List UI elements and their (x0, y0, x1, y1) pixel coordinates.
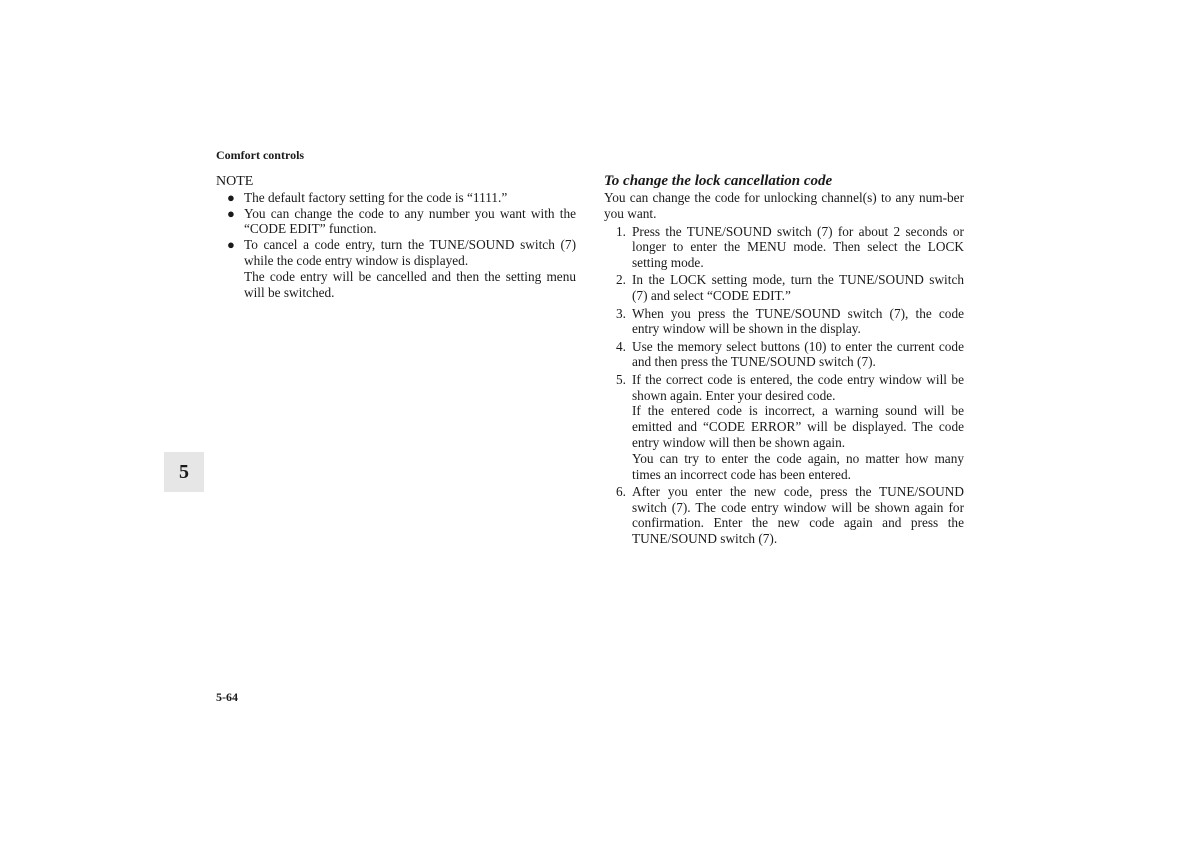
procedure-step (604, 272, 964, 304)
bullet-icon: ● (227, 205, 235, 221)
step-text: Press the TUNE/SOUND switch (7) for about 2 seconds or longer to enter the MENU mode. Then select the LOCK setting mode. (632, 223, 964, 271)
procedure-step-list (604, 224, 964, 547)
step-number: 2. (616, 272, 626, 288)
step-number: 3. (616, 305, 626, 321)
step-text: Use the memory select buttons (10) to enter the current code and then press the TUNE/SOUND switch (7). (632, 338, 964, 370)
step-number: 5. (616, 371, 626, 387)
note-bullet-item (216, 237, 576, 300)
step-text: If the entered code is incorrect, a warning sound will be emitted and “CODE ERROR” will be displayed. The code entry window will then be shown again. (632, 403, 964, 450)
step-text: You can try to enter the code again, no matter how many times an incorrect code has been entered. (632, 450, 964, 482)
note-bullet-item (216, 206, 576, 238)
step-number: 6. (616, 483, 626, 499)
note-text: The default factory setting for the code is “1111.” (244, 189, 508, 205)
note-column (216, 174, 576, 300)
page-number: 5-64 (216, 690, 238, 704)
step-text: When you press the TUNE/SOUND switch (7), the code entry window will be shown in the display. (632, 305, 964, 337)
procedure-step (604, 372, 964, 483)
step-number: 4. (616, 338, 626, 354)
procedure-step (604, 484, 964, 547)
procedure-column (604, 172, 964, 549)
note-text: The code entry will be cancelled and then the setting menu will be switched. (244, 268, 576, 300)
step-text: In the LOCK setting mode, turn the TUNE/SOUND switch (7) and select “CODE EDIT.” (632, 272, 964, 304)
note-text: You can change the code to any number you want with the “CODE EDIT” function. (244, 205, 576, 237)
step-number: 1. (616, 223, 626, 239)
note-title: NOTE (216, 174, 254, 189)
bullet-icon: ● (227, 189, 235, 205)
note-bullet-list (216, 190, 576, 301)
bullet-icon: ● (227, 237, 235, 253)
step-text: After you enter the new code, press the TUNE/SOUND switch (7). The code entry window will be shown again for confirmation. Enter the new code again and press the TUNE/SOUND switch (7). (632, 483, 964, 547)
procedure-step (604, 224, 964, 271)
procedure-step (604, 339, 964, 371)
chapter-tab: 5 (164, 452, 204, 492)
note-text: To cancel a code entry, turn the TUNE/SOUND switch (7) while the code entry window is displayed. (244, 237, 576, 268)
procedure-intro: You can change the code for unlocking channel(s) to any num-ber you want. (604, 190, 964, 221)
procedure-heading: To change the lock cancellation code (604, 173, 833, 189)
step-text: If the correct code is entered, the code entry window will be shown again. Enter your desired code. (632, 371, 964, 403)
note-bullet-item (216, 190, 576, 206)
procedure-step (604, 306, 964, 338)
section-header: Comfort controls (216, 148, 305, 162)
